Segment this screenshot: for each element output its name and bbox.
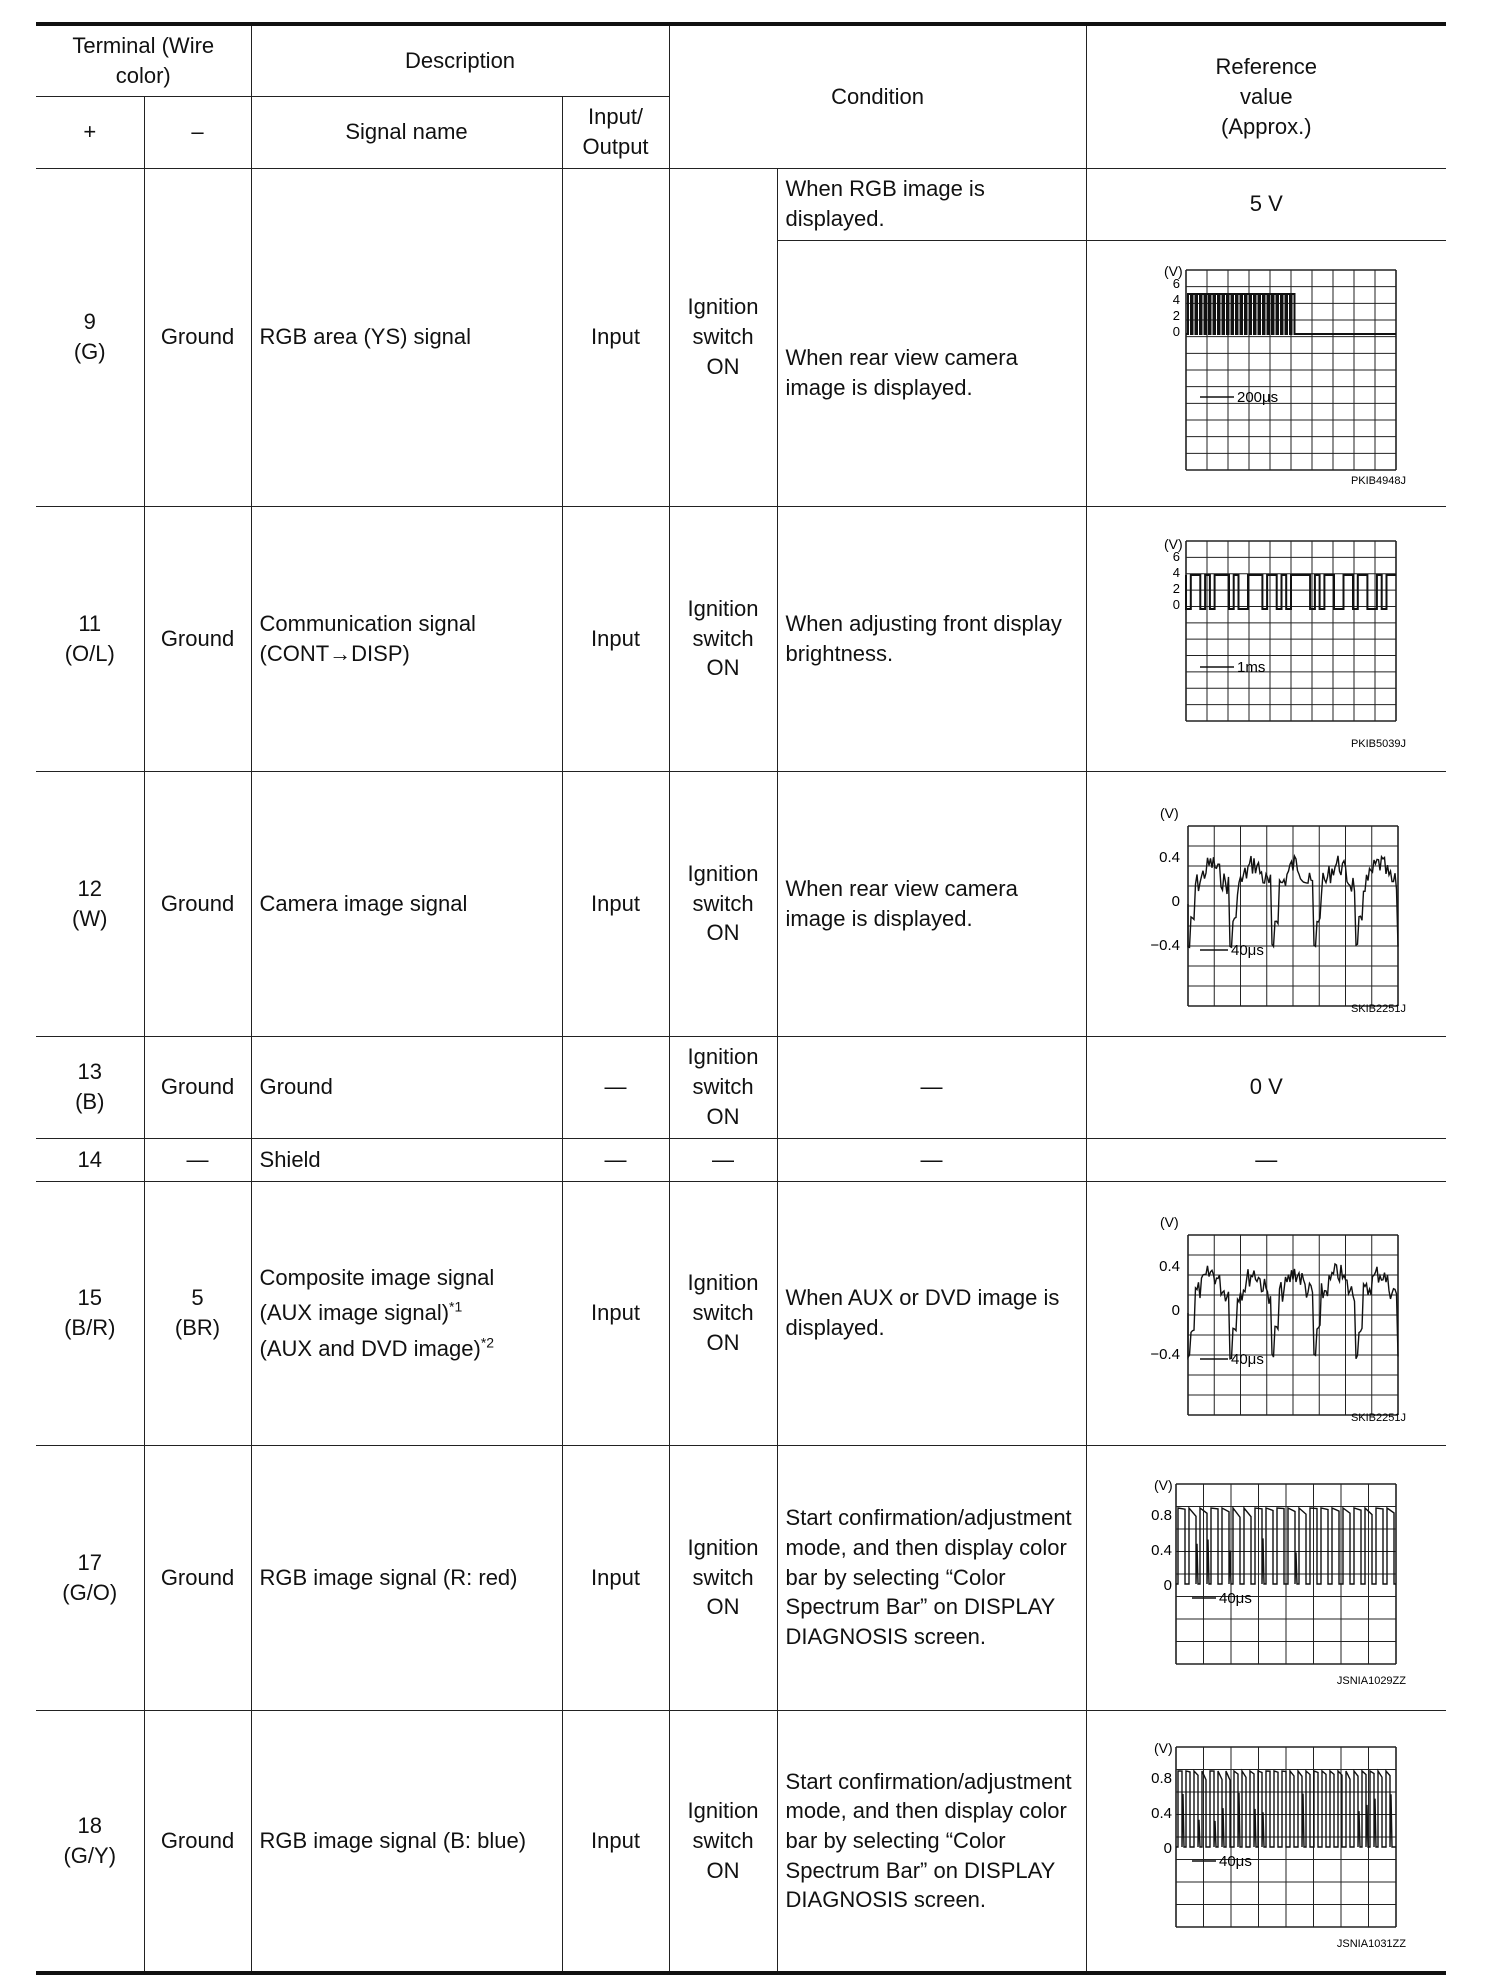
ignition-condition: Ignition switch ON (669, 771, 777, 1036)
ignition-condition: Ignition switch ON (669, 1445, 777, 1710)
waveform-trace (1176, 1771, 1396, 1847)
y-tick: 4 (1173, 292, 1181, 307)
io: Input (562, 1445, 669, 1710)
terminal-minus: 5 (BR) (144, 1181, 251, 1445)
wave-unit: (V) (1154, 1739, 1173, 1756)
table-row (36, 1445, 1446, 1710)
terminal-plus: 14 (36, 1138, 144, 1181)
terminal-minus: Ground (144, 1445, 251, 1710)
signal-name: Camera image signal (251, 771, 562, 1036)
time-division: 40μs (1231, 941, 1265, 959)
terminal-plus: 9 (G) (36, 168, 144, 506)
image-id: PKIB5039J (1351, 737, 1407, 750)
terminal-plus: 11 (O/L) (36, 506, 144, 771)
terminal-minus: Ground (144, 168, 251, 506)
y-tick: 6 (1173, 548, 1181, 564)
y-tick: −0.4 (1150, 1346, 1181, 1363)
terminal-table (36, 22, 1446, 1975)
condition: — (777, 1138, 1086, 1181)
time-division: 40μs (1231, 1351, 1265, 1368)
table-row (36, 1181, 1446, 1445)
waveform-cell (1086, 1710, 1446, 1973)
time-division: 40μs (1219, 1589, 1253, 1607)
ignition-condition: Ignition switch ON (669, 1036, 777, 1138)
io: — (562, 1036, 669, 1138)
table-row (36, 168, 1446, 240)
y-tick: 0 (1171, 892, 1181, 910)
waveform-chart (1116, 1458, 1416, 1698)
image-id: PKIB4948J (1351, 475, 1407, 487)
table-row (36, 1036, 1446, 1138)
ignition-condition: Ignition switch ON (669, 1181, 777, 1445)
y-tick: 4 (1173, 564, 1181, 580)
table-row (36, 1138, 1446, 1181)
table-row (36, 771, 1446, 1036)
y-tick: 0.8 (1151, 1769, 1173, 1787)
condition: When adjusting front display brightness. (777, 506, 1086, 771)
signal-name: Shield (251, 1138, 562, 1181)
terminal-plus: 15 (B/R) (36, 1181, 144, 1445)
table-row (36, 1710, 1446, 1973)
signal-name: RGB image signal (B: blue) (251, 1710, 562, 1973)
wave-unit: (V) (1164, 263, 1183, 279)
condition: When rear view camera image is displayed. (777, 240, 1086, 506)
ignition-condition: Ignition switch ON (669, 168, 777, 506)
terminal-plus: 18 (G/Y) (36, 1710, 144, 1973)
y-tick: 0 (1163, 1839, 1173, 1857)
y-tick: −0.4 (1150, 936, 1181, 954)
time-division: 1ms (1237, 658, 1266, 676)
waveform-chart (1116, 1193, 1416, 1433)
signal-name: RGB area (YS) signal (251, 168, 562, 506)
table-row (36, 506, 1446, 771)
y-tick: 2 (1173, 580, 1181, 596)
header-io: Input/ Output (562, 96, 669, 168)
time-division: 40μs (1219, 1852, 1253, 1870)
io: Input (562, 1710, 669, 1973)
waveform-chart (1116, 248, 1416, 498)
header-reference: Reference value (Approx.) (1086, 24, 1446, 168)
reference-value: — (1086, 1138, 1446, 1181)
reference-value: 0 V (1086, 1036, 1446, 1138)
y-tick: 0 (1173, 324, 1181, 339)
io: — (562, 1138, 669, 1181)
image-id: SKIB2251J (1351, 1412, 1407, 1424)
image-id: JSNIA1031ZZ (1337, 1937, 1407, 1950)
time-division: 200μs (1237, 389, 1279, 406)
terminal-plus: 13 (B) (36, 1036, 144, 1138)
signal-name: Ground (251, 1036, 562, 1138)
condition: Start confirmation/adjustment mode, and then display color bar by selecting “Color Spectrum Bar” on DISPLAY DIAGNOSIS screen. (777, 1445, 1086, 1710)
io: Input (562, 771, 669, 1036)
waveform-cell (1086, 1181, 1446, 1445)
condition: — (777, 1036, 1086, 1138)
waveform-trace (1186, 294, 1396, 334)
signal-name: RGB image signal (R: red) (251, 1445, 562, 1710)
ignition-condition: Ignition switch ON (669, 1710, 777, 1973)
terminal-minus: Ground (144, 1036, 251, 1138)
signal-name: Communication signal (CONT→DISP) (251, 506, 562, 771)
image-id: SKIB2251J (1351, 1002, 1407, 1015)
ignition-condition: Ignition switch ON (669, 506, 777, 771)
terminal-plus: 17 (G/O) (36, 1445, 144, 1710)
waveform-chart (1116, 519, 1416, 759)
terminal-minus: — (144, 1138, 251, 1181)
condition: Start confirmation/adjustment mode, and then display color bar by selecting “Color Spectrum Bar” on DISPLAY DIAGNOSIS screen. (777, 1710, 1086, 1973)
y-tick: 0.4 (1151, 1541, 1173, 1559)
wave-unit: (V) (1160, 804, 1179, 821)
wave-unit: (V) (1154, 1476, 1173, 1493)
wave-unit: (V) (1164, 535, 1183, 552)
y-tick: 0.8 (1151, 1506, 1173, 1524)
ignition-condition: — (669, 1138, 777, 1181)
terminal-minus: Ground (144, 506, 251, 771)
image-id: JSNIA1029ZZ (1337, 1674, 1407, 1687)
wave-unit: (V) (1160, 1214, 1179, 1230)
y-tick: 0 (1163, 1576, 1173, 1594)
y-tick: 0.4 (1159, 848, 1181, 866)
waveform-cell (1086, 240, 1446, 506)
waveform-cell (1086, 1445, 1446, 1710)
signal-name: Composite image signal (AUX image signal)$^{*1}$ (AUX and DVD image)$^{*2}$ (251, 1181, 562, 1445)
y-tick: 0 (1173, 596, 1181, 612)
terminal-plus: 12 (W) (36, 771, 144, 1036)
waveform-chart (1116, 784, 1416, 1024)
header-plus: + (36, 96, 144, 168)
header-minus: – (144, 96, 251, 168)
header-terminal: Terminal (Wire color) (36, 24, 251, 96)
waveform-cell (1086, 771, 1446, 1036)
y-tick: 2 (1173, 308, 1181, 323)
io: Input (562, 168, 669, 506)
header-condition: Condition (669, 24, 1086, 168)
y-tick: 0 (1171, 1302, 1181, 1319)
header-description: Description (251, 24, 669, 96)
y-tick: 0.4 (1159, 1258, 1181, 1275)
header-signal-name: Signal name (251, 96, 562, 168)
io: Input (562, 1181, 669, 1445)
y-tick: 6 (1173, 276, 1181, 291)
y-tick: 0.4 (1151, 1804, 1173, 1822)
terminal-minus: Ground (144, 771, 251, 1036)
condition: When AUX or DVD image is displayed. (777, 1181, 1086, 1445)
waveform-trace (1186, 575, 1396, 609)
terminal-minus: Ground (144, 1710, 251, 1973)
waveform-cell (1086, 506, 1446, 771)
condition: When rear view camera image is displayed. (777, 771, 1086, 1036)
condition: When RGB image is displayed. (777, 168, 1086, 240)
reference-value: 5 V (1086, 168, 1446, 240)
waveform-chart (1116, 1721, 1416, 1961)
io: Input (562, 506, 669, 771)
